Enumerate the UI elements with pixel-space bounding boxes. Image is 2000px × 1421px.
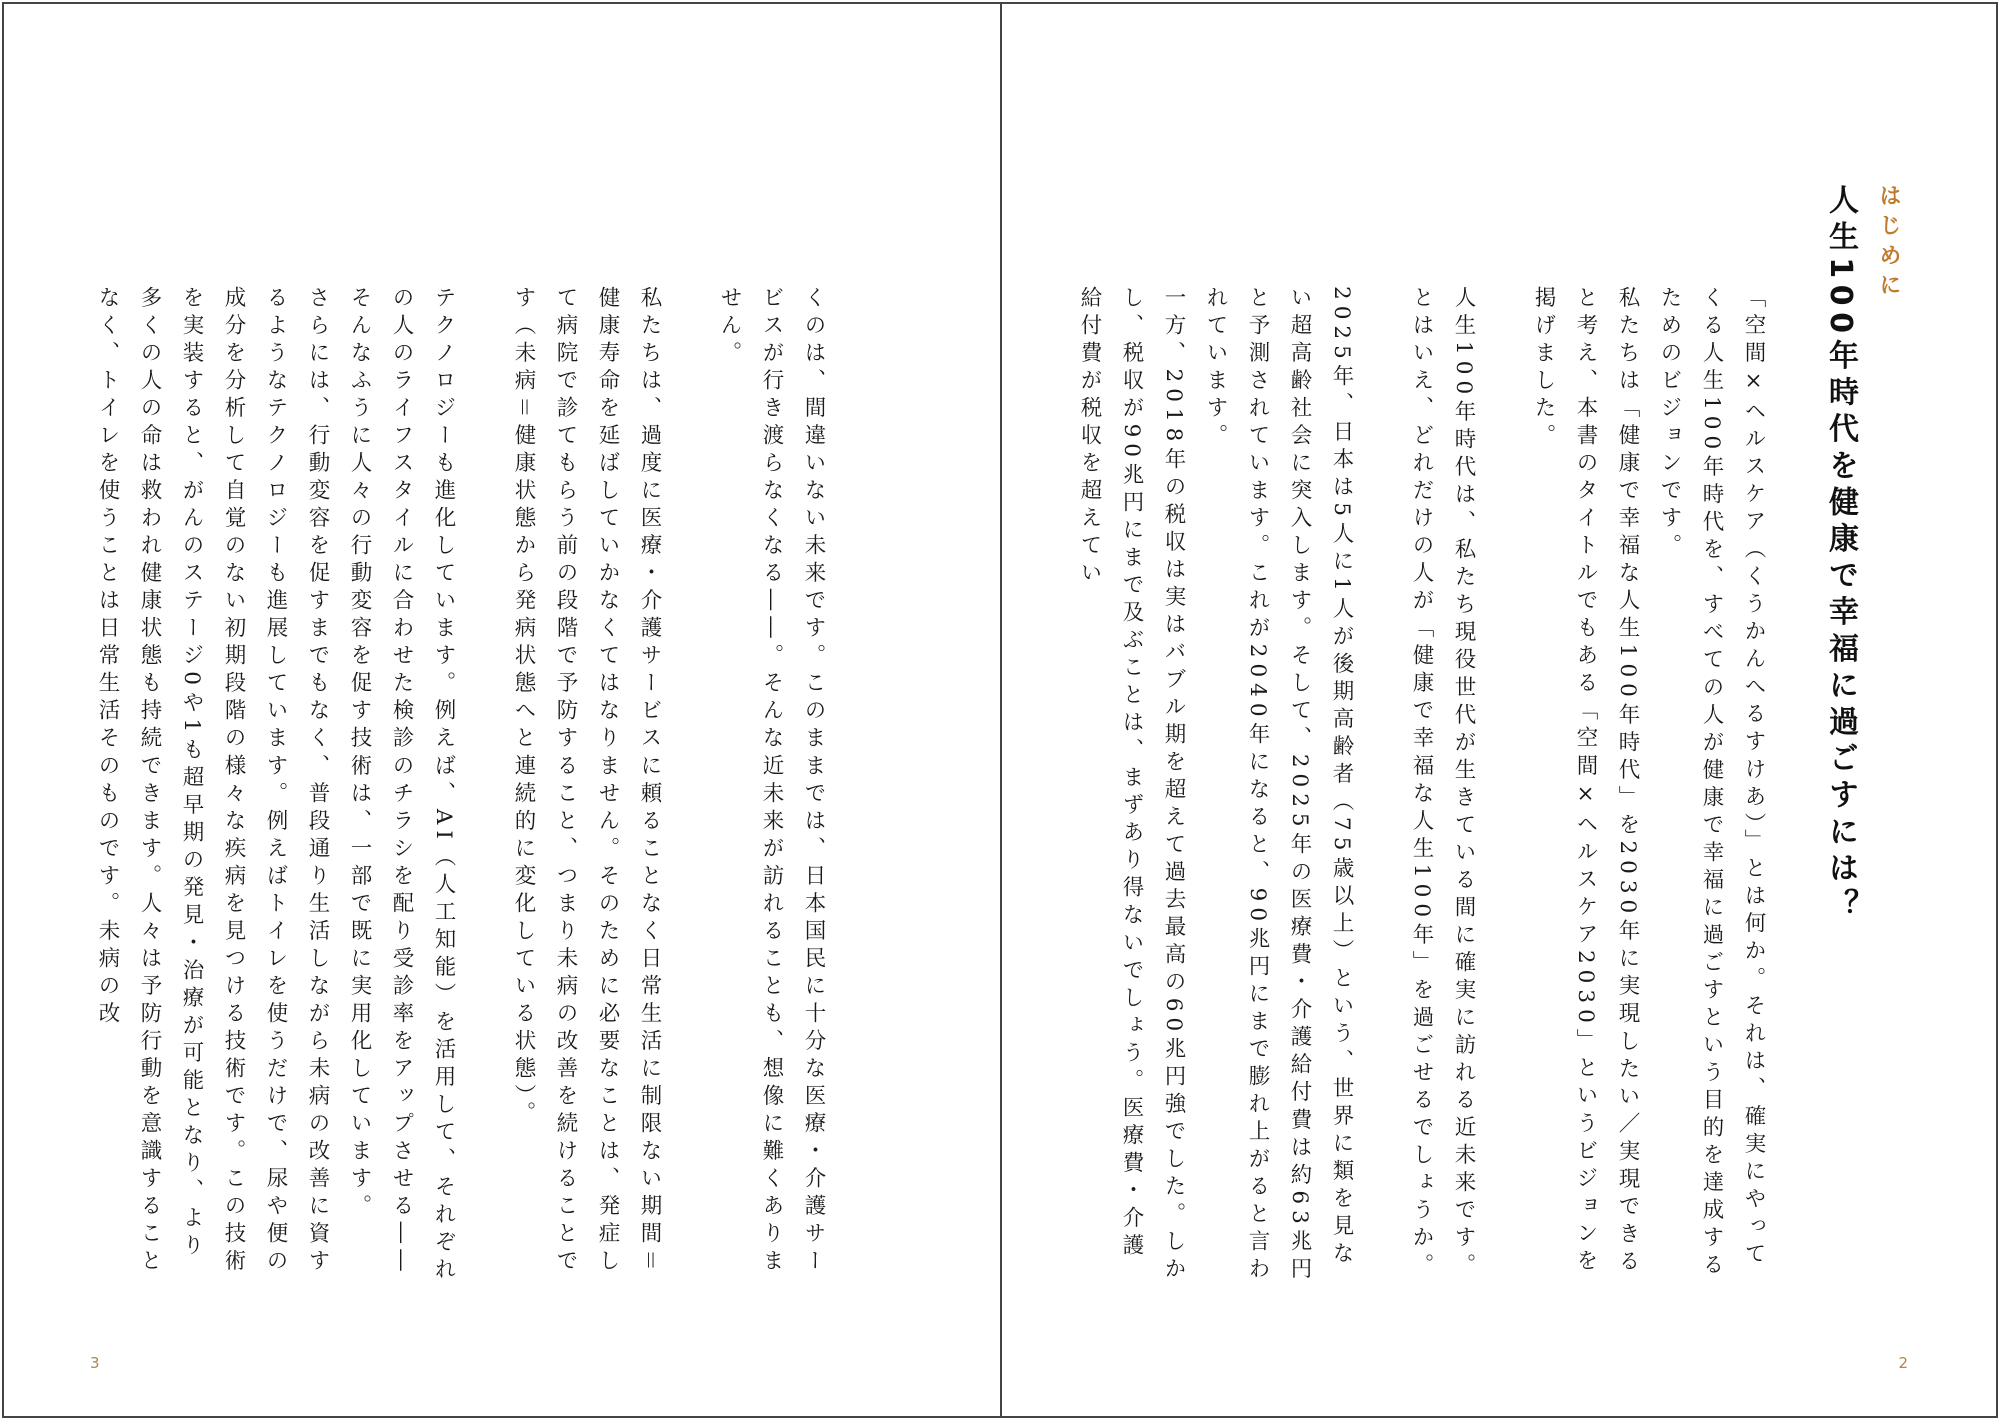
right-paragraph-5: 一方、2018年の税収は実はバブル期を超えて過去最高の60兆円強でした。しかし、税収が90兆円にまで及ぶことは、まずあり得ないでしょう。医療費・介護給付費が税収を超えてい [1077,286,1186,1285]
right-paragraph-1: 「空間×ヘルスケア（くうかんへるすけあ）」とは何か。それは、確実にやってくる人生100年時代を、すべての人が健康で幸福に過ごすという目的を達成するためのビジョンです。 [1657,286,1766,1281]
chapter-heading [1823,184,1904,925]
left-paragraph-4: さらには、行動変容を促すまでもなく、普段通り生活しながら未病の改善に資するようなテクノロジーも進展しています。例えばトイレを使うだけで、尿や便の成分を分析して自覚のない初期段階の様々な疾病を見つける技術です。この技術を実装すると、がんのステージ0や1も超早期の発見・治療が可能となり、より多くの人の命は救われ健康状態も持続できます。人々は予防行動を意識することなく、トイレを使うことは日常生活そのものです。未病の改 [95,286,330,1277]
book-spread [2,2,1998,1418]
right-paragraph-2: 私たちは「健康で幸福な人生100年時代」を2030年に実現したい／実現できると考え、本書のタイトルでもある「空間×ヘルスケア2030」というビジョンを掲げました。 [1531,286,1640,1278]
page-number-left: 3 [90,1354,100,1372]
left-paragraph-3: テクノロジーも進化しています。例えば、AI（人工知能）を活用して、それぞれの人のライフスタイルに合わせた検診のチラシを配り受診率をアップさせる――そんなふうに人々の行動変容を促す技術は、一部で既に実用化しています。 [347,286,456,1286]
left-paragraph-2: 私たちは、過度に医療・介護サービスに頼ることなく日常生活に制限ない期間＝健康寿命を延ばしていかなくてはなりません。そのために必要なことは、発症して病院で診てもらう前の段階で予防すること、つまり未病の改善を続けることです（未病＝健康状態から発病状態へと連続的に変化している状態）。 [511,286,662,1277]
left-paragraph-1: くのは、間違いない未来です。このままでは、日本国民に十分な医療・介護サービスが行き渡らなくなる――。そんな近未来が訪れることも、想像に難くありません。 [717,286,826,1277]
right-paragraph-4: 2025年、日本は5人に1人が後期高齢者（75歳以上）という、世界に類を見ない超高齢社会に突入します。そして、2025年の医療費・介護給付費は約63兆円と予測されています。これが2040年になると、90兆円にまで膨れ上がると言われています。 [1203,286,1354,1285]
left-page-body [86,286,834,1286]
left-page [4,4,1002,1416]
chapter-label: はじめに [1876,184,1901,303]
chapter-title: 人生100年時代を健康で幸福に過ごすには？ [1823,184,1858,926]
right-page-body [1068,286,1774,1286]
right-paragraph-3: 人生100年時代は、私たち現役世代が生きている間に確実に訪れる近未来です。とはいえ、どれだけの人が「健康で幸福な人生100年」を過ごせるでしょうか。 [1409,286,1476,1281]
page-number-right: 2 [1898,1354,1908,1372]
right-page [1002,4,1996,1416]
